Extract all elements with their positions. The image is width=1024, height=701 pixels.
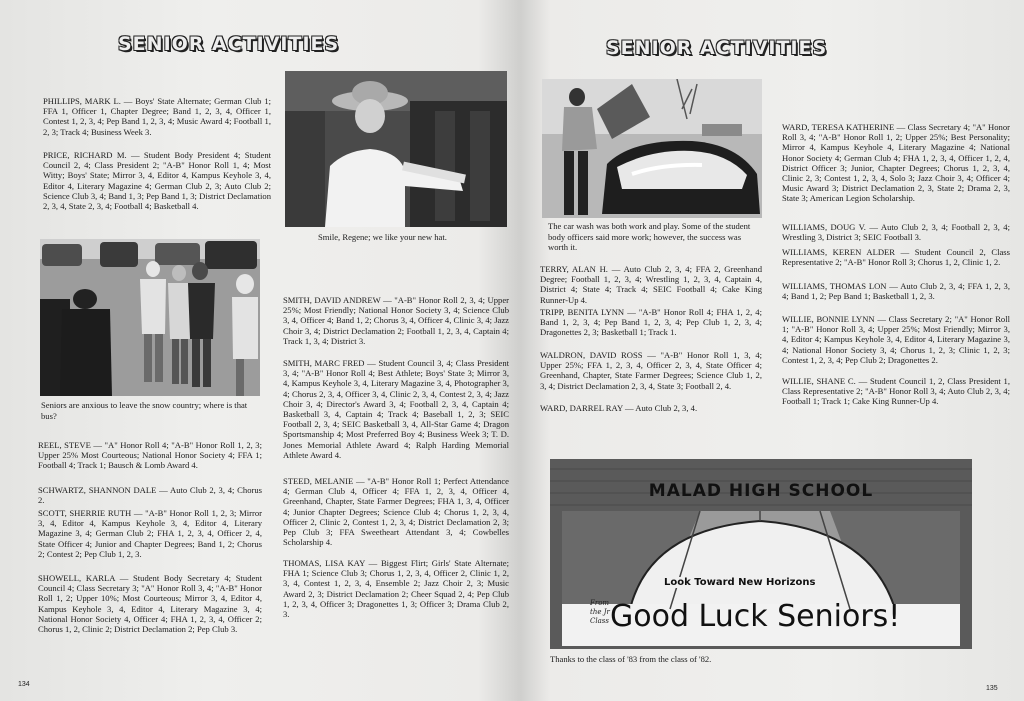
entry-smith-marc: SMITH, MARC FRED — Student Council 3, 4; Class President 3, 4; "A-B" Honor Roll 4; Best Athlete; Boys' State 3; Mirror 3, 4, Kampus Keyhole 3, 4, Literary Magazine 3, 4, Photographer 3, 4; Chorus 2, 3, 4, Officer 3, 4, Clinic 2, 3, 4, Contest 2, 3, 4; Jazz Choir 3, 4; Director's Award 3, 4; Football 2, 3, 4, Captain 4; Basketball 3, 4, Captain 4; Track 4; Baseball 1, 2, 3; SEIC Football 2, 3, 4; SEIC Basketball 3, 4, All-Star Game 4; Dragon Sportsmanship 4; Most Preferred Boy 4; Business Week 3; T. D. Jones Memorial Athlete Award 4; Ralph Harding Memorial Athlete Award 4. xyxy=(283,358,510,460)
banner-signature: From the Jr Class xyxy=(590,599,610,625)
entry-ward-teresa: WARD, TERESA KATHERINE — Class Secretary 4; "A" Honor Roll 3, 4; "A-B" Honor Roll 1, 2; Upper 25%; Best Personality; Mirror 4, Kampus Keyhole 4, Literary Magazine 4; National Honor Society 4; German Club 4; FHA 1, 2, 3, 4, Officer 1, 2, 4, District Officer 3; Junior, Chapter Degrees; Chorus 1, 2, 3, 4, Clinic 2, 3; Contest 1, 2, 3, 4, Solo 3; Jazz Choir 3, 4; Officer 4; Music Award 3; District Declamation 2, 3, State 2; Drama 2, 3, State 3; American Legion Scholarship. xyxy=(782,122,1011,204)
entry-willie-bonnie: WILLIE, BONNIE LYNN — Class Secretary 2; "A" Honor Roll 1; "A-B" Honor Roll 3, 4; Upper 25%; Most Friendly; Mirror 3, 4, Editor 4; Kampus Keyhole 3, 4, Editor 4, Literary Magazine 3, 4; National Honor Society 3, 4; Chorus 1, 2, 3; Clinic 1, 2, 3; Contest 1, 2, 3, 4; Pep Club 2; Dragonettes 2. xyxy=(782,314,1010,365)
left-page-title: SENIOR ACTIVITIES xyxy=(118,33,340,55)
caption-students-snow: Seniors are anxious to leave the snow country; where is that bus? xyxy=(41,400,248,421)
entry-williams-keren: WILLIAMS, KEREN ALDER — Student Council 2, Class Representative 2; "A-B" Honor Roll 3; Chorus 1, 2, Clinic 1, 2. xyxy=(782,247,1010,268)
entry-price: PRICE, RICHARD M. — Student Body President 4; Student Council 2, 4; Class President 2; "A-B" Honor Roll 1, 4; Most Witty; Boys' State; Mirror 3, 4, Editor 4, Kampus Keyhole 3, 4, Editor 4, Literary Magazine 4; German Club 2, 3; Auto Club 2; Science Club 3, 4; Band 1, 3; Pep Band 1, 3; District Declamation 2, 3, 4, State 2, 3, 4; Football 4; Basketball 4. xyxy=(43,150,271,212)
entry-terry: TERRY, ALAN H. — Auto Club 2, 3, 4; FFA 2, Greenhand Degree; Football 1, 2, 3, 4; Wrestling 1, 2, 3, 4, Captain 4, District 4; State 4; Track 4; SEIC Football 4; Cake King Runner-Up 4. xyxy=(540,264,763,305)
right-page-number: 135 xyxy=(986,685,998,692)
entry-thomas: THOMAS, LISA KAY — Biggest Flirt; Girls' State Alternate; FHA 1; Science Club 3; Chorus 1, 2, 3, 4, Officer 2, Clinic 1, 2, 3, 4, Contest 1, 2, 3, 4, Ensemble 2; Jazz Choir 2, 3; Music Award 2, 3; District Declamation 2; Cheer Squad 2, 4; Pep Club 1, 2, 3, 4, Officer 3; Dragonettes 1, 3; Officer 3; Drama Club 2, 3. xyxy=(283,558,509,620)
entry-steed: STEED, MELANIE — "A-B" Honor Roll 1; Perfect Attendance 4; German Club 4, Officer 4; FFA 1, 2, 3, 4, Officer 4, Greenhand, Chapter, State Farmer Degrees; FHA 1, 3, 4, Officer 4; Junior Chapter Degrees; Science Club 4; Chorus 1, 2, 3, 4, Officer 2, Clinic 2, Contest 1, 2, 3, 4; District Declamation 2, 3; Pep Club 3; FFA Sweetheart Attendant 3, 4; Cowbelles Scholarship 4. xyxy=(283,476,509,548)
entry-reel: REEL, STEVE — "A" Honor Roll 4; "A-B" Honor Roll 1, 2, 3; Upper 25% Most Courteous; National Honor Society 4; FFA 1; Football 4; Track 1; Bausch & Lomb Award 4. xyxy=(38,440,262,471)
entry-waldron: WALDRON, DAVID ROSS — "A-B" Honor Roll 1, 3, 4; Upper 25%; FFA 1, 2, 3, 4, Officer 2, 3, 4, State Officer 4; Greenhand, Chapter, State Farmer Degrees; Science Club 1, 2, 3, 4; District Declamation 2, 3, 4, State 3; Football 2, 4. xyxy=(540,350,763,391)
right-page xyxy=(520,0,1024,701)
banner-good-luck: Good Luck Seniors! xyxy=(610,599,901,634)
caption-banner: Thanks to the class of '83 from the class of '82. xyxy=(550,654,712,664)
photo-car-wash xyxy=(542,79,762,218)
photo-students-snow xyxy=(40,239,260,396)
entry-williams-doug: WILLIAMS, DOUG V. — Auto Club 2, 3, 4; Football 2, 3, 4; Wrestling 3, District 3; SEIC Football 3. xyxy=(782,222,1010,243)
left-page-number: 134 xyxy=(18,681,30,688)
entry-ward-darrel: WARD, DARREL RAY — Auto Club 2, 3, 4. xyxy=(540,403,698,413)
caption-car-wash: The car wash was both work and play. Some of the student body officers said more work; however, the success was worth it. xyxy=(548,221,751,252)
banner-school-name: MALAD HIGH SCHOOL xyxy=(648,481,874,501)
caption-girl-hat: Smile, Regene; we like your new hat. xyxy=(318,232,447,242)
photo-good-luck-banner xyxy=(550,459,972,649)
entry-willie-shane: WILLIE, SHANE C. — Student Council 1, 2, Class President 1, Class Representative 2; "A-B" Honor Roll 3, 4; Auto Club 2, 3, 4; Football 1; Track 1; Cake King Runner-Up 4. xyxy=(782,376,1010,407)
entry-scott: SCOTT, SHERRIE RUTH — "A-B" Honor Roll 1, 2, 3; Mirror 3, 4, Editor 4, Kampus Keyhole 3, 4, Editor 4, Literary Magazine 3, 4; German Club 2; FHA 1, 2, 3, 4, Officer 2, 4, State Officer 4; Junior and Chapter Degrees; Band 1, 2; Chorus 2; Contest 2; Pep Club 1, 2, 3. xyxy=(38,508,262,559)
photo-girl-hat xyxy=(285,71,507,227)
right-page-title: SENIOR ACTIVITIES xyxy=(606,37,828,59)
entry-williams-thomas: WILLIAMS, THOMAS LON — Auto Club 2, 3, 4; FFA 1, 2, 3, 4; Band 1, 2; Pep Band 1; Basketball 1, 2, 3. xyxy=(782,281,1011,302)
entry-phillips: PHILLIPS, MARK L. — Boys' State Alternate; German Club 1; FFA 1, Officer 1, Chapter Degree; Band 1, 2, 3, 4, Officer 1, Contest 1, 2, 3, 4; Pep Band 1, 2, 3, 4; Music Award 4; Football 1, 2, 3; Track 4; Business Week 3. xyxy=(43,96,271,137)
entry-smith-david: SMITH, DAVID ANDREW — "A-B" Honor Roll 2, 3, 4; Upper 25%; Most Friendly; National Honor Society 3, 4; Science Club 3, 4, Officer 4; Band 1, 2; Chorus 3, 4, Officer 4, Clinic 3, 4; Jazz Choir 3, 4; District Declamation 2; Football 1, 2, 3, 4, Captain 4; Track 1, 3, 4; District 3. xyxy=(283,295,509,346)
entry-schwartz: SCHWARTZ, SHANNON DALE — Auto Club 2, 3, 4; Chorus 2. xyxy=(38,485,263,506)
entry-tripp: TRIPP, BENITA LYNN — "A-B" Honor Roll 4; FHA 1, 2, 4; Band 1, 2, 3, 4; Pep Band 1, 2, 3, 4; Pep Club 1, 2, 3, 4; Dragonettes 2, 3; Basketball 1; Track 1. xyxy=(540,307,762,338)
banner-line-1: Look Toward New Horizons xyxy=(660,577,819,588)
entry-showell: SHOWELL, KARLA — Student Body Secretary 4; Student Council 4; Class Secretary 3; "A" Honor Roll 3, 4; "A-B" Honor Roll 1, 2; Upper 10%; Most Courteous; Mirror 3, 4, Editor 4, Kampus Keyhole 3, 4, Editor 4, Literary Magazine 3, 4; National Honor Society 4, Officer 4; FHA 1, 2, 3, 4, Officer 2; Chorus 1, 2, Clinic 2; District Declamation 2; Pep Club 3. xyxy=(38,573,262,635)
